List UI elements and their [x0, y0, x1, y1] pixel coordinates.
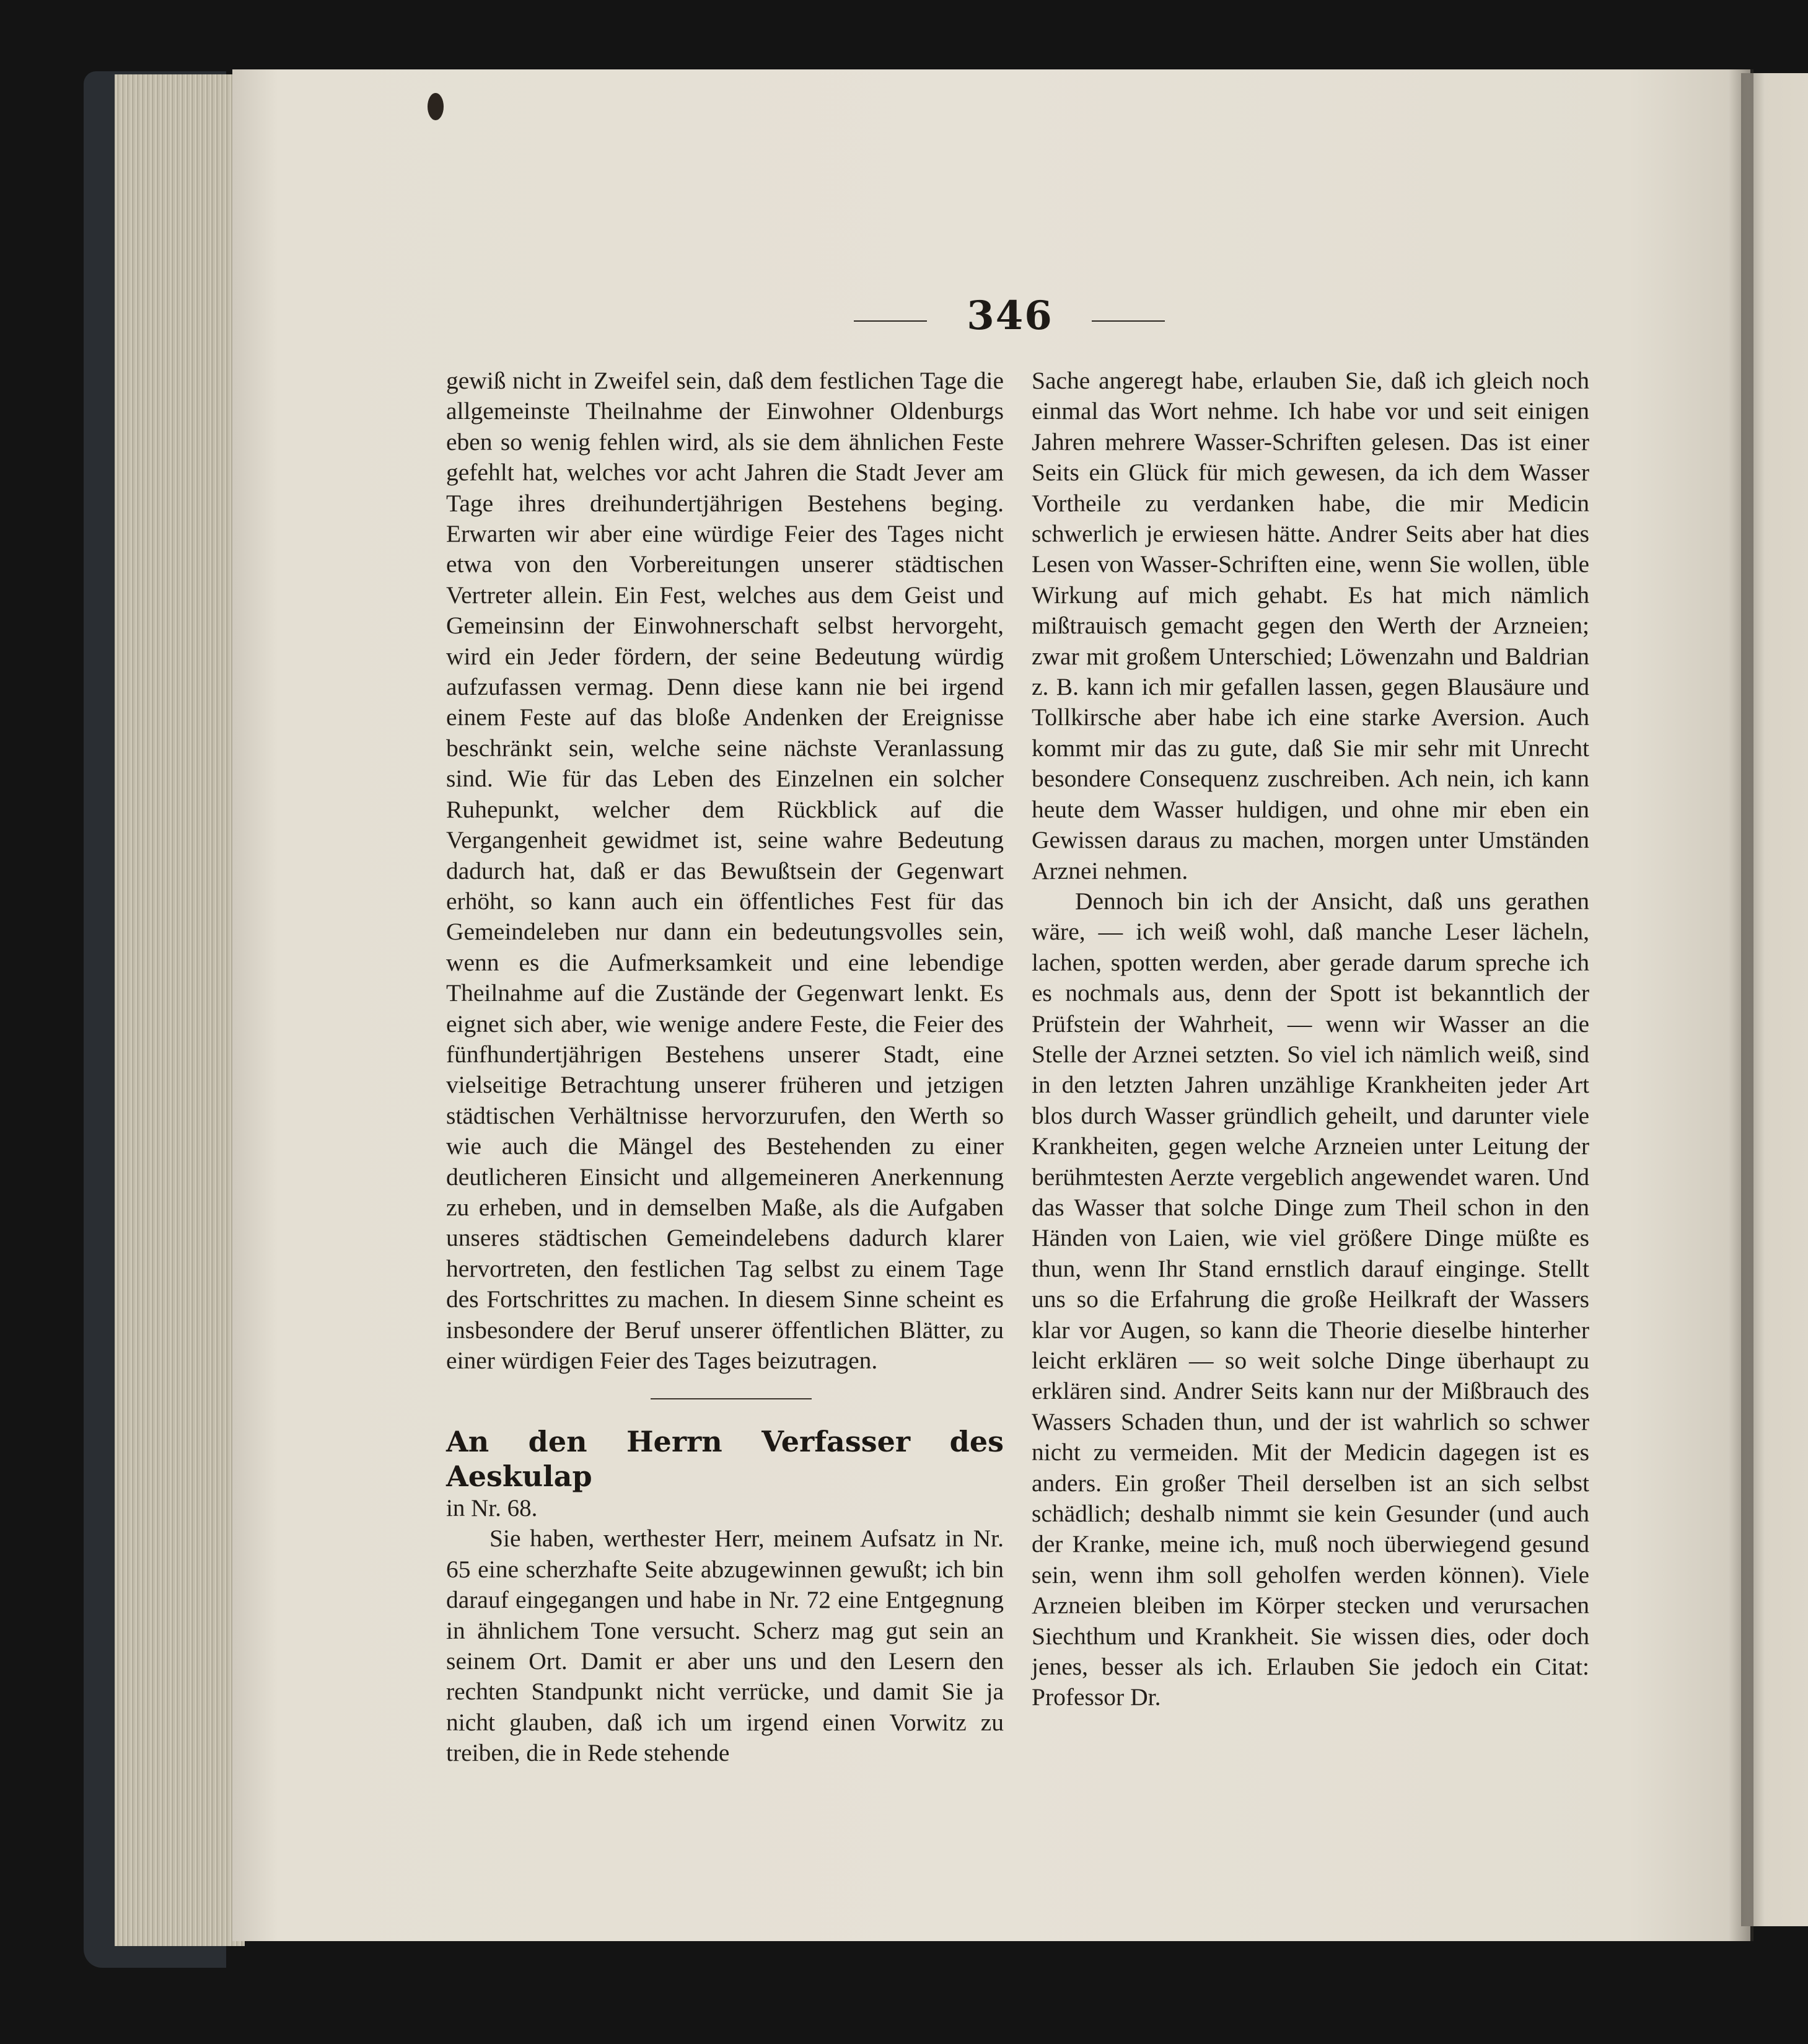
left-column [446, 366, 1004, 1769]
header-rule-right [1092, 320, 1165, 322]
right-paragraph-1: Sache angeregt habe, erlauben Sie, daß ich gleich noch einmal das Wort nehme. Ich habe vor und seit einigen Jahren mehrere Wasser-Schriften gelesen. Das ist einer Seits ein Glück für mich gewesen, da ich dem Wasser Vortheile zu verdanken habe, die mir Medicin schwerlich je erwiesen hätte. Andrer Seits aber hat dies Lesen von Wasser-Schriften eine, wenn Sie wollen, üble Wirkung auf mich gehabt. Es hat mich nämlich mißtrauisch gemacht gegen den Werth der Arzneien; zwar mit großem Unterschied; Löwenzahn und Baldrian z. B. kann ich mir gefallen lassen, gegen Blausäure und Tollkirsche aber habe ich eine starke Aversion. Auch kommt mir das zu gute, daß Sie mir sehr mit Unrecht besondere Consequenz zuschreiben. Ach nein, ich kann heute dem Wasser huldigen, und ohne mir eben ein Gewissen daraus zu machen, morgen unter Umständen Arznei nehmen. [1032, 367, 1589, 884]
article-heading: An den Herrn Verfasser des Aeskulap [446, 1425, 1004, 1494]
right-paragraph-2: Dennoch bin ich der Ansicht, daß uns gerathen wäre, — ich weiß wohl, daß manche Leser lächeln, lachen, spotten werden, aber gerade darum spreche ich es nochmals aus, denn der Spott ist bekanntlich der Prüfstein der Wahrheit, — wenn wir Wasser an die Stelle der Arznei setzten. So viel ich nämlich weiß, sind in den letzten Jahren unzählige Krankheiten jeder Art blos durch Wasser gründlich geheilt, und darunter viele Krankheiten, gegen welche Arzneien unter Leitung der berühmtesten Aerzte vergeblich angewendet waren. Und das Wasser that solche Dinge zum Theil schon in den Händen von Laien, wie viel größere Dinge müßte es thun, wenn Ihr Stand ernstlich darauf einginge. Stellt uns so die Erfahrung die große Heilkraft der Wassers klar vor Augen, so kann die Theorie dieselbe hinterher leicht erklären — so weit solche Dinge überhaupt zu erklären sind. Andrer Seits kann nur der Mißbrauch des Wassers Schaden thun, und der ist wahrlich so schwer nicht zu vermeiden. Mit der Medicin dagegen ist es anders. Ein großer Theil derselben ist an sich selbst schädlich; deshalb nimmt sie kein Gesunder (und auch der Kranke, meine ich, muß noch überwiegend gesund sein, wenn ihm soll geholfen werden können). Viele Arzneien bleiben im Körper stecken und verursachen Siechthum und Krankheit. Sie wissen dies, oder doch jenes, besser als ich. Erlauben Sie jedoch ein Citat: Professor Dr. [1032, 887, 1589, 1711]
page-edges [115, 74, 245, 1946]
page-number: 346 [967, 293, 1053, 339]
article-subheading: in Nr. 68. [446, 1495, 538, 1522]
left-paragraph-2: Sie haben, werthester Herr, meinem Aufsatz in Nr. 65 eine scherzhafte Seite abzugewinnen gewußt; ich bin darauf eingegangen und habe in Nr. 72 eine Entgegnung in ähnlichem Tone versucht. Scherz mag gut sein an seinem Ort. Damit er aber uns und den Lesern den rechten Standpunkt nicht verrücke, und damit Sie ja nicht glauben, daß ich um irgend einen Vorwitz zu treiben, die in Rede stehende [446, 1525, 1004, 1767]
left-paragraph-1: gewiß nicht in Zweifel sein, daß dem festlichen Tage die allgemeinste Theilnahme der Einwohner Oldenburgs eben so wenig fehlen wird, als sie dem ähnlichen Feste gefehlt hat, welches vor acht Jahren die Stadt Jever am Tage ihres dreihundertjährigen Bestehens beging. Erwarten wir aber eine würdige Feier des Tages nicht etwa von den Vorbereitungen unserer städtischen Vertreter allein. Ein Fest, welches aus dem Geist und Gemeinsinn der Einwohnerschaft selbst hervorgeht, wird ein Jeder fördern, der seine Bedeutung würdig aufzufassen vermag. Denn diese kann nie bei irgend einem Feste auf das bloße Andenken der Ereignisse beschränkt sein, welche seine nächste Veranlassung sind. Wie für das Leben des Einzelnen ein solcher Ruhepunkt, welcher dem Rückblick auf die Vergangenheit gewidmet ist, seine wahre Bedeutung dadurch hat, daß er das Bewußtsein der Gegenwart erhöht, so kann auch ein öffentliches Fest für das Gemeindeleben nur dann ein bedeutungsvolles sein, wenn es die Aufmerksamkeit und eine lebendige Theilnahme auf die Zustände der Gegenwart lenkt. Es eignet sich aber, wie wenige andere Feste, die Feier des fünfhundertjährigen Bestehens unserer Stadt, eine vielseitige Betrachtung unserer früheren und jetzigen städtischen Verhältnisse hervorzurufen, den Werth so wie auch die Mängel des Bestehenden zu einer deutlicheren Einsicht und allgemeineren Anerkennung zu erheben, und in demselben Maße, als die Aufgaben unseres städtischen Gemeindelebens dadurch klarer hervortreten, den festlichen Tag selbst zu einem Tage des Fortschrittes zu machen. In diesem Sinne scheint es insbesondere der Beruf unserer öffentlichen Blätter, zu einer würdigen Feier des Tages beizutragen. [446, 367, 1004, 1374]
header-rule-left [854, 320, 927, 322]
page-fold-shadow [1729, 69, 1753, 1941]
ink-stain [428, 93, 444, 120]
right-column [1032, 366, 1589, 1713]
section-divider [651, 1398, 812, 1399]
